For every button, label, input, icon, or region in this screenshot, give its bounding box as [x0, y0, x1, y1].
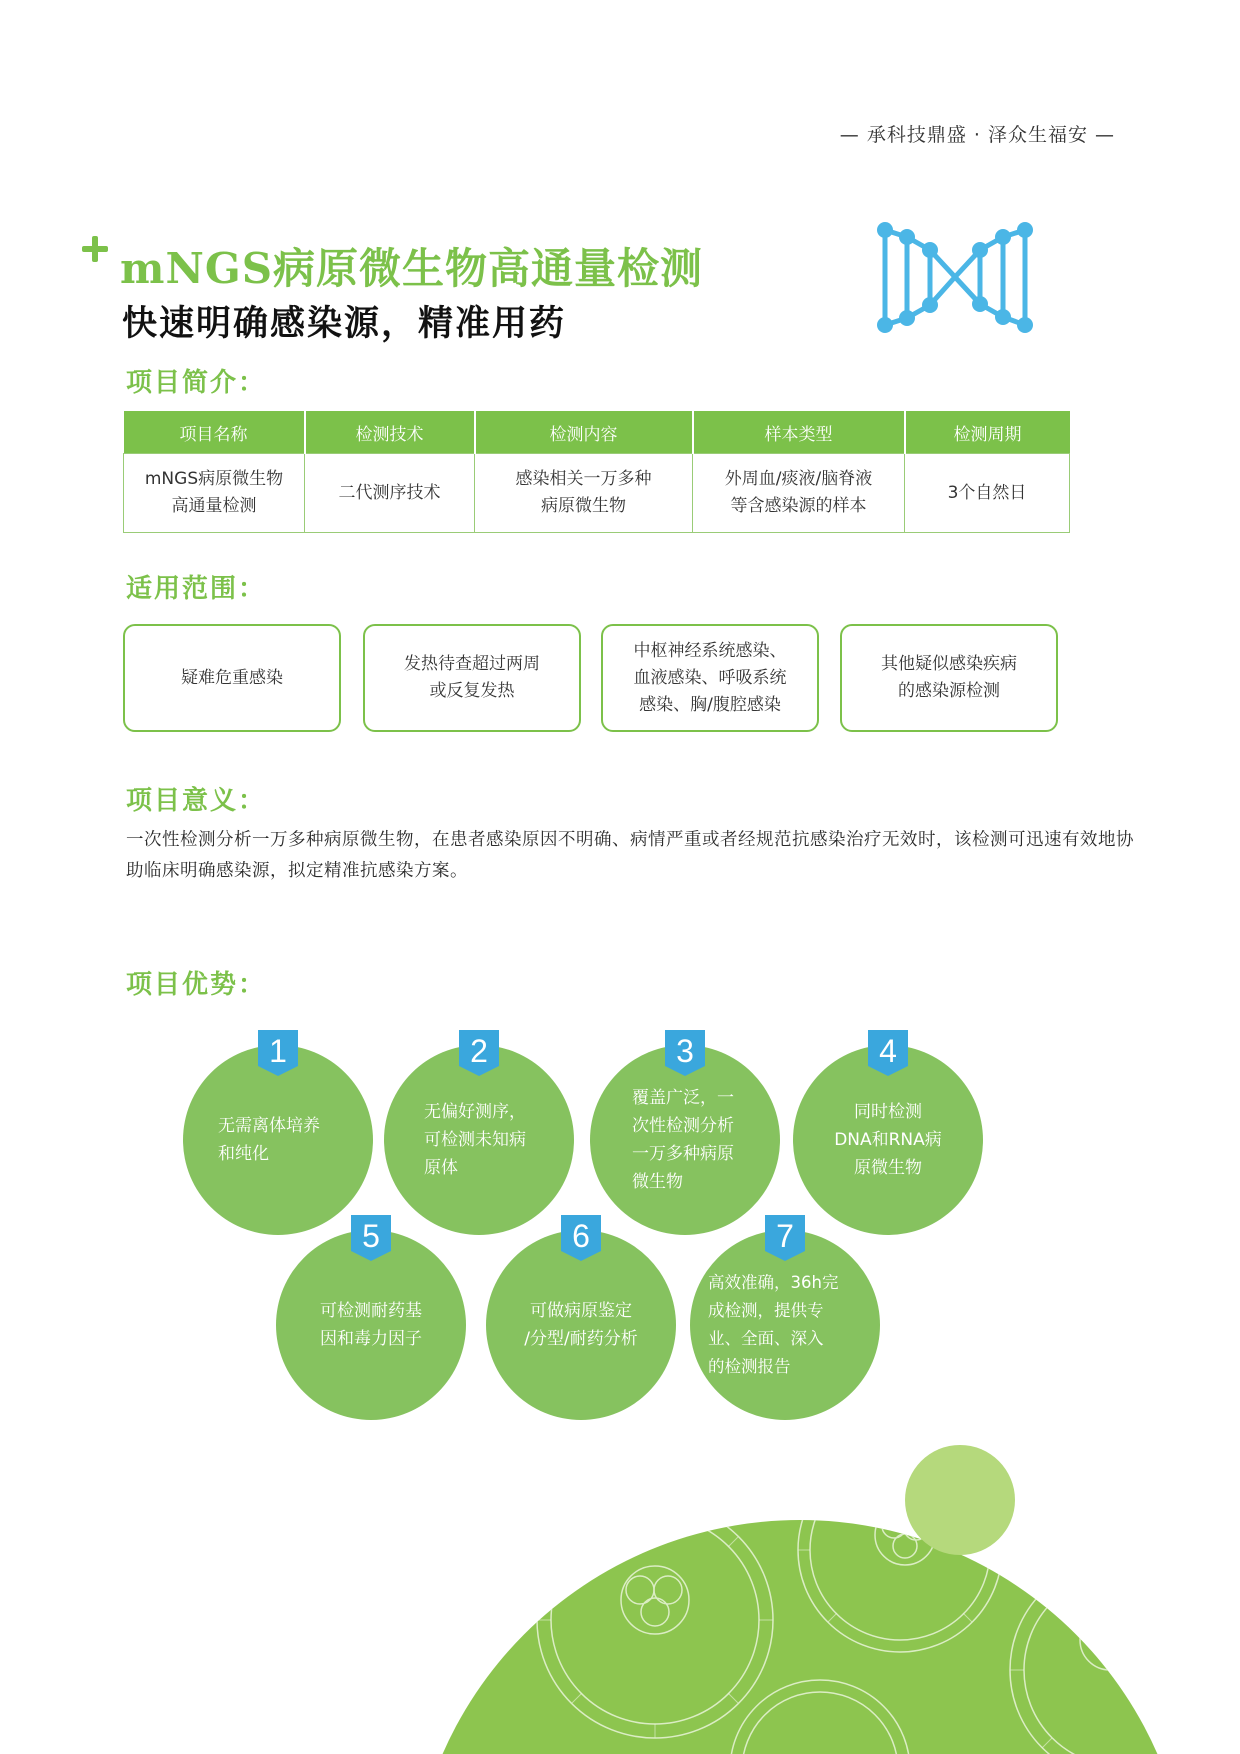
section-heading-significance: 项目意义：: [126, 786, 267, 816]
advantage-circle-1: 无需离体培养 和纯化: [183, 1045, 373, 1235]
significance-text: 一次性检测分析一万多种病原微生物，在患者感染原因不明确、病情严重或者经规范抗感染治疗无效时，该检测可迅速有效地协助临床明确感染源，拟定精准抗感染方案。: [126, 830, 1134, 881]
table-cell: mNGS病原微生物 高通量检测: [124, 454, 305, 533]
table-row: [124, 454, 1070, 533]
table-header: 样本类型: [693, 411, 905, 454]
table-header: 检测周期: [905, 411, 1070, 454]
advantage-circle-3: 覆盖广泛，一 次性检测分析 一万多种病原 微生物: [590, 1045, 780, 1235]
table-cell: 二代测序技术: [305, 454, 475, 533]
plus-icon: [82, 236, 108, 262]
advantage-circle-5: 可检测耐药基 因和毒力因子: [276, 1230, 466, 1420]
section-heading-intro: 项目简介：: [126, 368, 267, 398]
table-header: 检测内容: [475, 411, 693, 454]
number-badge-3: 3: [665, 1030, 705, 1076]
number-badge-6: 6: [561, 1215, 601, 1261]
section-heading-advantages: 项目优势：: [126, 970, 267, 1000]
project-table: [123, 411, 1070, 533]
advantage-circle-2: 无偏好测序， 可检测未知病 原体: [384, 1045, 574, 1235]
advantage-circle-4: 同时检测 DNA和RNA病 原微生物: [793, 1045, 983, 1235]
scope-card: 其他疑似感染疾病 的感染源检测: [840, 624, 1058, 732]
number-badge-5: 5: [351, 1215, 391, 1261]
page-subtitle: 快速明确感染源，精准用药: [122, 304, 567, 344]
number-badge-1: 1: [258, 1030, 298, 1076]
section-heading-scope: 适用范围：: [126, 574, 267, 604]
page-title: mNGS病原微生物高通量检测: [120, 244, 704, 293]
table-header: 项目名称: [124, 411, 305, 454]
dna-icon: [875, 215, 1035, 340]
table-header-row: [124, 411, 1070, 454]
scope-card: 疑难危重感染: [123, 624, 341, 732]
scope-card: 发热待查超过两周 或反复发热: [363, 624, 581, 732]
table-cell: 3个自然日: [905, 454, 1070, 533]
table-cell: 外周血/痰液/脑脊液 等含感染源的样本: [693, 454, 905, 533]
decorative-cell-illustration: [0, 1440, 1240, 1754]
table-cell: 感染相关一万多种 病原微生物: [475, 454, 693, 533]
number-badge-2: 2: [459, 1030, 499, 1076]
number-badge-7: 7: [765, 1215, 805, 1261]
advantage-circle-7: 高效准确，36h完 成检测，提供专 业、全面、深入 的检测报告: [690, 1230, 880, 1420]
advantage-circle-6: 可做病原鉴定 /分型/耐药分析: [486, 1230, 676, 1420]
number-badge-4: 4: [868, 1030, 908, 1076]
table-header: 检测技术: [305, 411, 475, 454]
header-slogan: — 承科技鼎盛 · 泽众生福安 —: [839, 124, 1115, 146]
scope-card: 中枢神经系统感染、 血液感染、呼吸系统 感染、胸/腹腔感染: [601, 624, 819, 732]
